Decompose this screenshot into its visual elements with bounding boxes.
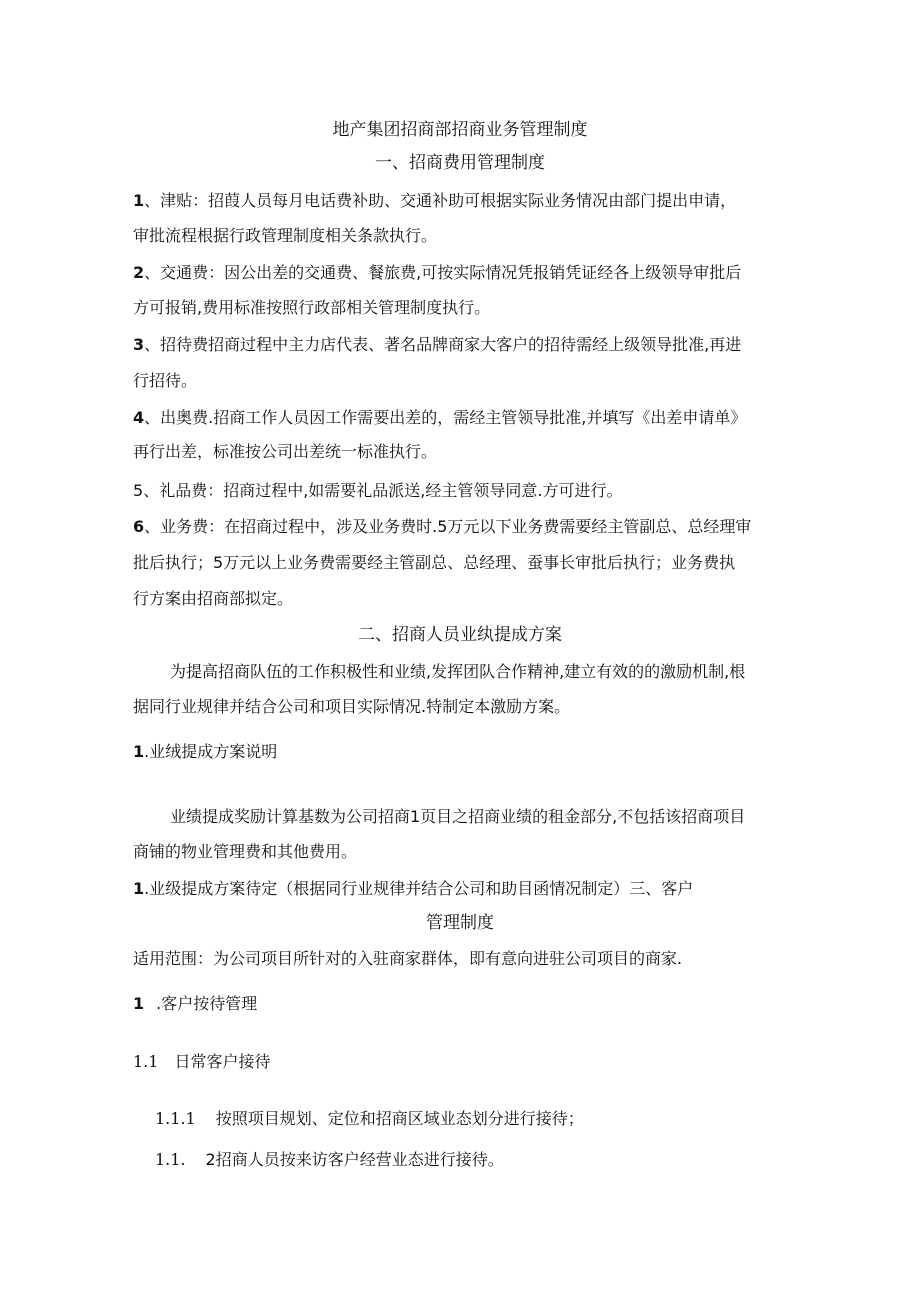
section2-sub2 — [133, 877, 693, 901]
item1-line2: 审批流程根据行政管理制度相关条款执行。 — [133, 226, 438, 245]
item5-line1 — [133, 479, 622, 503]
sub-label: .业级提成方案待定（根据同行业规律并结合公司和助目函情况制定）三、客户 — [144, 879, 694, 898]
item-number: 6 — [133, 517, 145, 536]
sub-number: 1 — [133, 879, 145, 898]
item4-line1 — [133, 406, 746, 430]
section3-item111 — [155, 1107, 584, 1131]
item-number: 5 — [133, 481, 144, 500]
item-number: 4 — [133, 408, 145, 427]
item-number: 3 — [133, 335, 145, 354]
item-label: 2招商人员按来访客户经营业态进行接待。 — [205, 1150, 504, 1169]
sub-label: 日常客户接待 — [174, 1052, 271, 1071]
item-label: 按照项目规划、定位和招商区域业态划分进行接待； — [215, 1109, 584, 1128]
sub-label: .业绒提成方案说明 — [144, 742, 278, 761]
item-number: 2 — [133, 263, 145, 282]
item3-line2: 行招待。 — [133, 371, 198, 390]
sub-number: 1 — [133, 742, 145, 761]
item2-line1 — [133, 261, 741, 285]
item1-line1 — [133, 189, 736, 213]
item6-line2: 批后执行；5万元以上业务费需要经主管副总、总经理、蚕事长审批后执行；业务费执 — [133, 553, 736, 572]
section3-item112 — [155, 1148, 504, 1172]
item4-line2: 再行出差，标准按公司出差统一标准执行。 — [133, 442, 438, 461]
section3-heading: 管理制度 — [426, 913, 494, 933]
section1-heading: 一、招商费用管理制度 — [375, 153, 545, 173]
sub-label: .客户按待管理 — [156, 994, 258, 1013]
section2-heading: 二、招商人员业纨提成方案 — [358, 625, 562, 645]
item-text: 、礼品费：招商过程中,如需要礼品派送,经主管领导同意.方可进行。 — [143, 481, 623, 500]
item-number: 1.1. — [155, 1150, 186, 1169]
item3-line1 — [133, 333, 741, 357]
section2-intro-line2: 据同行业规律并结合公司和项目实际情况.特制定本激励方案。 — [133, 697, 571, 716]
item-text: 、交通费：因公出差的交通费、餐旅费,可按实际情况凭报销凭证经各上级领导审批后 — [144, 263, 742, 282]
item-text: 、招待费招商过程中主力店代表、著名品牌商家大客户的招待需经上级领导批准,再进 — [144, 335, 742, 354]
section2-para-line2: 商铺的物业管理费和其他费用。 — [133, 842, 358, 861]
section2-intro-line1: 为提高招商队伍的工作积极性和业绩,发挥团队合作精神,建立有效的的激励机制,根 — [170, 662, 746, 681]
item-text: 、业务费：在招商过程中，涉及业务费时.5万元以下业务费需要经主管副总、总经理审 — [144, 517, 752, 536]
section3-scope: 适用范围：为公司项目所针对的入驻商家群体，即有意向进驻公司项目的商家. — [133, 949, 683, 968]
sub-number: 1.1 — [133, 1052, 159, 1071]
item-text: 、出奥费.招商工作人员因工作需要出差的，需经主管领导批准,并填写《出差申请单》 — [144, 408, 747, 427]
doc-title: 地产集团招商部招商业务管理制度 — [332, 120, 588, 140]
item6-line3: 行方案由招商部拟定。 — [133, 589, 294, 608]
section2-sub1 — [133, 740, 277, 764]
section3-sub1 — [133, 992, 257, 1016]
item6-line1 — [133, 515, 751, 539]
section3-sub11 — [133, 1050, 270, 1074]
item-number: 1.1.1 — [155, 1109, 196, 1128]
item-text: 、津贴：招葭人员每月电话费补助、交通补助可根据实际业务情况由部门提出申请， — [144, 191, 737, 210]
sub-number: 1 — [133, 994, 145, 1013]
item-number: 1 — [133, 191, 145, 210]
section2-para-line1: 业绩提成奖励计算基数为公司招商1页目之招商业绩的租金部分,不包括该招商项目 — [170, 807, 746, 826]
item2-line2: 方可报销,费用标准按照行政部相关管理制度执行。 — [133, 298, 491, 317]
